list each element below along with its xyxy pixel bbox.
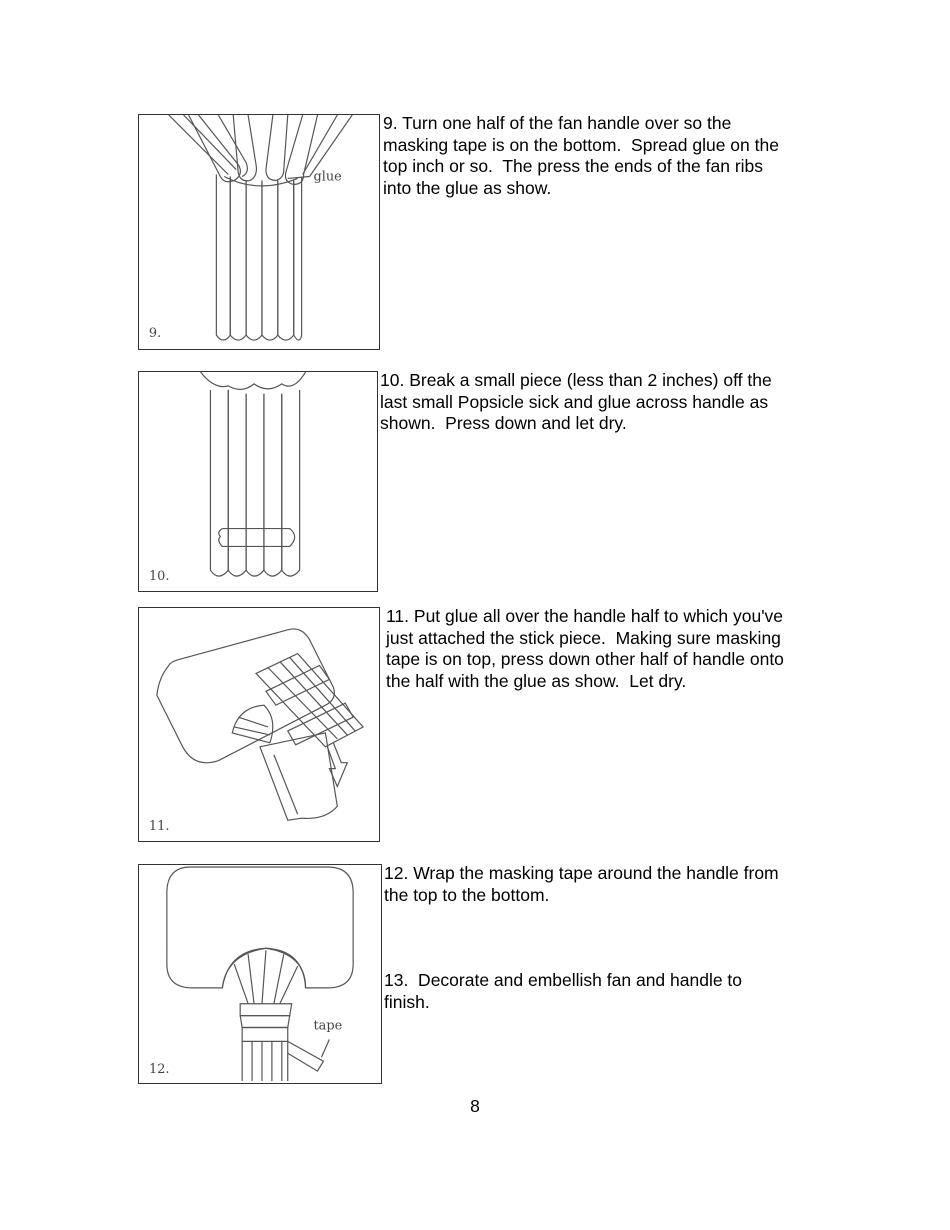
figure-9-number: 9. xyxy=(148,326,162,342)
figure-12-tape-label: tape xyxy=(313,1018,343,1034)
step-13-text: 13. Decorate and embellish fan and handle to finish. xyxy=(384,970,743,1012)
figure-11-number: 11. xyxy=(148,819,170,835)
figure-11 xyxy=(138,607,380,842)
figure-9-glue-label: glue xyxy=(313,169,342,185)
step-11-text: 11. Put glue all over the handle half to which you've just attached the stick piece. Making sure masking tape is on top, press down other half of handle onto the half with the glue as show. Let dry. xyxy=(386,606,784,691)
figure-12 xyxy=(138,864,382,1084)
step-9-text: 9. Turn one half of the fan handle over so the masking tape is on the bottom. Spread glue on the top inch or so. The press the ends of the fan ribs into the glue as show. xyxy=(383,113,779,198)
figure-12-number: 12. xyxy=(149,1062,170,1078)
figure-10 xyxy=(138,371,378,592)
figure-9-illustration xyxy=(139,115,379,349)
figure-10-illustration xyxy=(139,372,377,591)
step-12-text: 12. Wrap the masking tape around the handle from the top to the bottom. xyxy=(384,863,779,905)
figure-9 xyxy=(138,114,380,350)
figure-12-illustration xyxy=(139,865,381,1083)
figure-10-number: 10. xyxy=(148,569,170,585)
figure-11-illustration xyxy=(139,608,379,841)
page-number: 8 xyxy=(470,1096,480,1116)
step-10-text: 10. Break a small piece (less than 2 inches) off the last small Popsicle sick and glue across handle as shown. Press down and let dry. xyxy=(380,370,772,433)
